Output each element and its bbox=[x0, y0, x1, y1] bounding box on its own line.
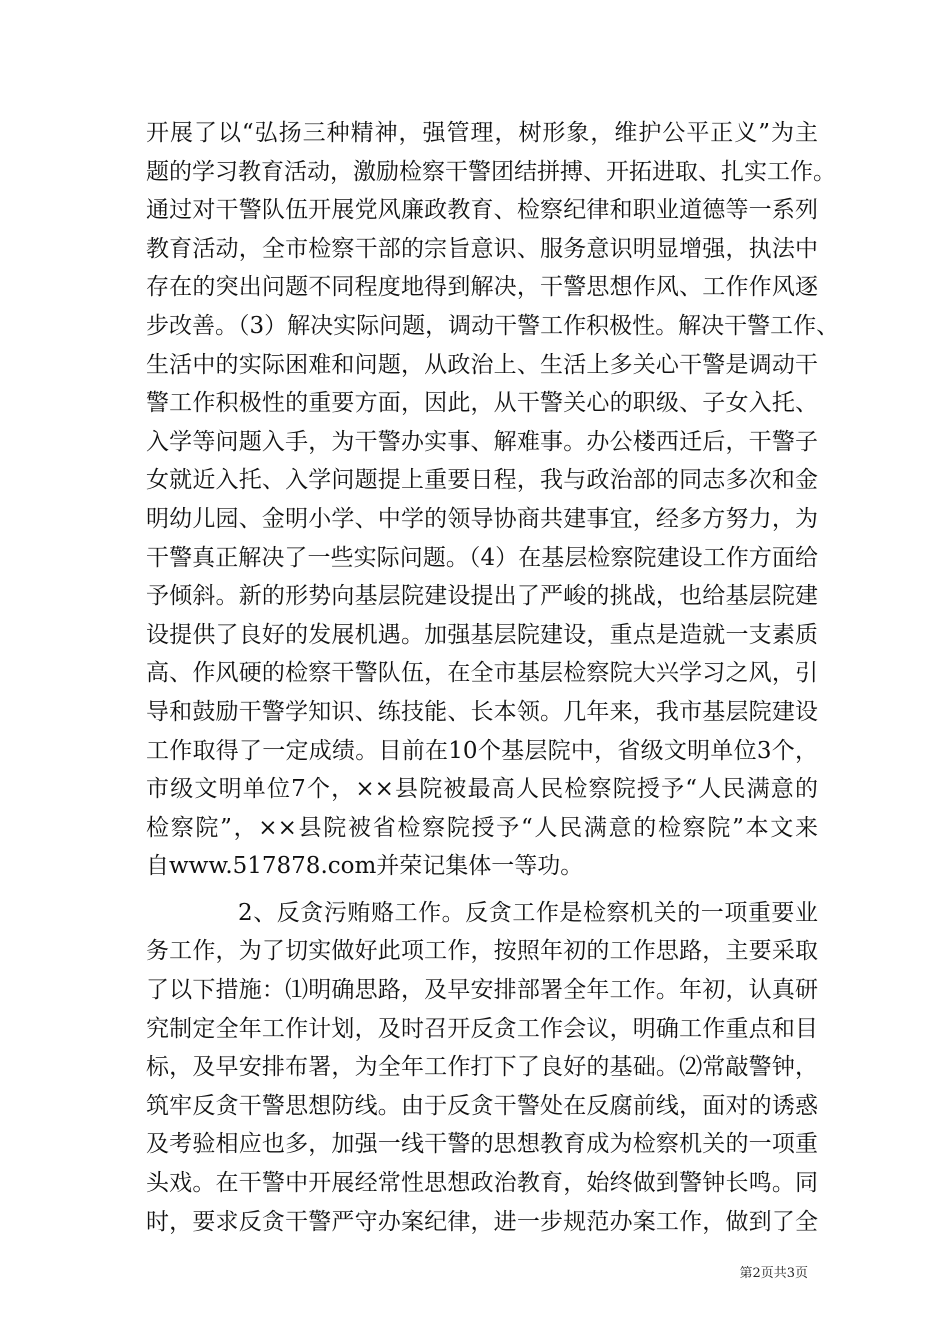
text-line: 检察院”，××县院被省检察院授予“人民满意的检察院”本文来 bbox=[146, 814, 818, 841]
text-line: 步改善。（3）解决实际问题，调动干警工作积极性。解决干警工作、 bbox=[146, 312, 840, 339]
text-line: 筑牢反贪干警思想防线。由于反贪干警处在反腐前线，面对的诱惑 bbox=[146, 1092, 818, 1119]
page-number-footer: 第2页共3页 bbox=[739, 1266, 808, 1281]
paragraph-1 bbox=[146, 114, 840, 886]
text-line: 女就近入托、入学问题提上重要日程，我与政治部的同志多次和金 bbox=[146, 467, 818, 494]
text-line: 予倾斜。新的形势向基层院建设提出了严峻的挑战，也给基层院建 bbox=[146, 583, 818, 610]
text-line: 导和鼓励干警学知识、练技能、长本领。几年来，我市基层院建设 bbox=[146, 698, 818, 725]
text-line: 工作取得了一定成绩。目前在10个基层院中，省级文明单位3个， bbox=[146, 737, 818, 764]
text-line: 入学等问题入手，为干警办实事、解难事。办公楼西迁后，干警子 bbox=[146, 428, 818, 455]
paragraph-gap bbox=[146, 886, 818, 894]
text-line: 了以下措施：⑴明确思路，及早安排部署全年工作。年初，认真研 bbox=[146, 977, 818, 1004]
text-line: 通过对干警队伍开展党风廉政教育、检察纪律和职业道德等一系列 bbox=[146, 197, 818, 224]
document-body bbox=[146, 114, 840, 1241]
text-line: 2、反贪污贿赂工作。反贪工作是检察机关的一项重要业 bbox=[238, 899, 818, 926]
text-line: 教育活动，全市检察干部的宗旨意识、服务意识明显增强，执法中 bbox=[146, 235, 818, 262]
text-line: 存在的突出问题不同程度地得到解决，干警思想作风、工作作风逐 bbox=[146, 274, 818, 301]
text-line: 高、作风硬的检察干警队伍，在全市基层检察院大兴学习之风，引 bbox=[146, 660, 818, 687]
text-line: 设提供了良好的发展机遇。加强基层院建设，重点是造就一支素质 bbox=[146, 621, 818, 648]
text-line: 究制定全年工作计划，及时召开反贪工作会议，明确工作重点和目 bbox=[146, 1015, 818, 1042]
text-line: 警工作积极性的重要方面，因此，从干警关心的职级、子女入托、 bbox=[146, 390, 818, 417]
text-line: 明幼儿园、金明小学、中学的领导协商共建事宜，经多方努力，为 bbox=[146, 505, 818, 532]
paragraph-2 bbox=[146, 894, 818, 1241]
text-line: 题的学习教育活动，激励检察干警团结拼搏、开拓进取、扎实工作。 bbox=[146, 158, 836, 185]
text-line: 开展了以“弘扬三种精神，强管理，树形象，维护公平正义”为主 bbox=[146, 120, 818, 146]
text-line: 干警真正解决了一些实际问题。（4）在基层检察院建设工作方面给 bbox=[146, 544, 818, 571]
text-line: 时，要求反贪干警严守办案纪律，进一步规范办案工作，做到了全 bbox=[146, 1208, 818, 1235]
text-line: 自www.517878.com并荣记集体一等功。 bbox=[146, 853, 584, 880]
text-line: 及考验相应也多，加强一线干警的思想教育成为检察机关的一项重 bbox=[146, 1131, 818, 1158]
text-line: 务工作，为了切实做好此项工作，按照年初的工作思路，主要采取 bbox=[146, 938, 818, 965]
text-line: 头戏。在干警中开展经常性思想政治教育，始终做到警钟长鸣。同 bbox=[146, 1170, 818, 1197]
text-line: 标，及早安排布署，为全年工作打下了良好的基础。⑵常敲警钟， bbox=[146, 1054, 818, 1081]
text-line: 市级文明单位7个，××县院被最高人民检察院授予“人民满意的 bbox=[146, 776, 818, 803]
text-line: 生活中的实际困难和问题，从政治上、生活上多关心干警是调动干 bbox=[146, 351, 818, 378]
